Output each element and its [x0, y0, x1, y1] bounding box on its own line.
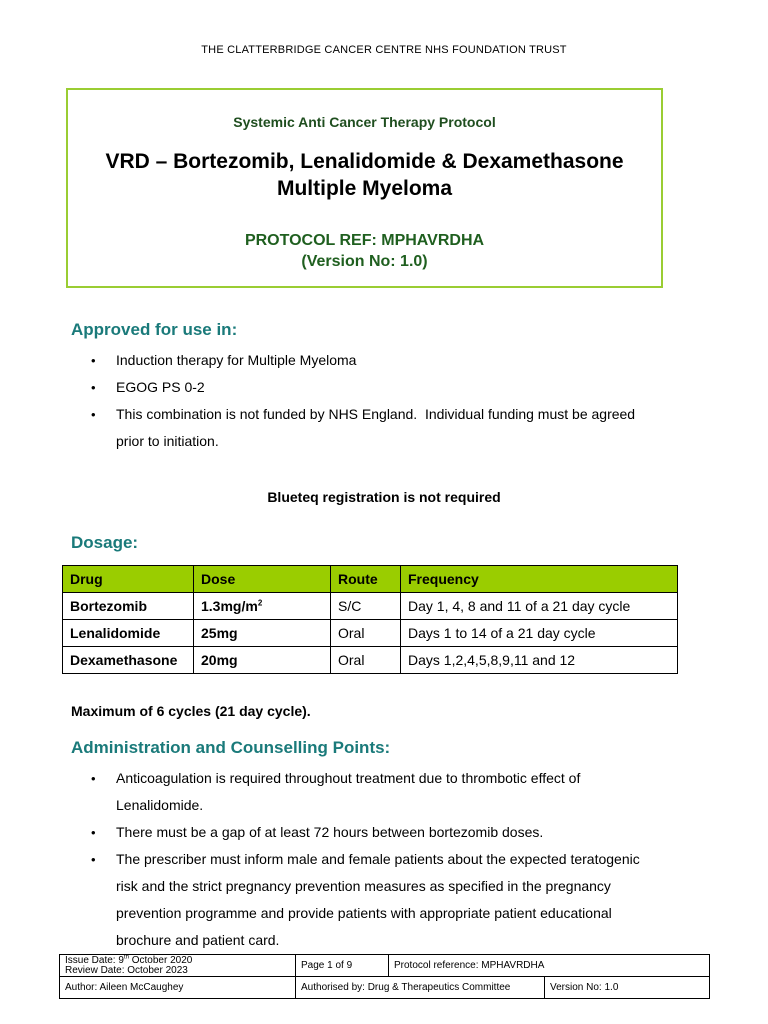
admin-item [71, 846, 711, 954]
column-header-drug: Drug [63, 566, 194, 593]
title-line-2: Multiple Myeloma [276, 177, 453, 200]
admin-item-line: risk and the strict pregnancy prevention measures as specified in the pregnancy [116, 878, 611, 894]
column-header-frequency: Frequency [401, 566, 678, 593]
route-cell: S/C [331, 593, 401, 620]
issue-date-text: Issue Date: 9 [65, 954, 124, 966]
issue-date-suffix: October 2020 [128, 954, 193, 966]
approved-item-line: This combination is not funded by NHS England. Individual funding must be agreed [116, 406, 636, 422]
admin-item-line: brochure and patient card. [116, 932, 280, 948]
admin-item [71, 819, 711, 846]
table-row [63, 620, 678, 647]
approved-item-line: prior to initiation. [116, 433, 219, 449]
approved-item: • EGOG PS 0-2 [71, 374, 711, 401]
blueteq-note: Blueteq registration is not required [267, 489, 501, 505]
frequency-cell: Day 1, 4, 8 and 11 of a 21 day cycle [401, 593, 678, 620]
dosage-table-header-row [63, 566, 678, 593]
issue-date-sup: th [123, 954, 129, 961]
review-date: Review Date: October 2023 [65, 964, 188, 976]
issue-date [65, 956, 290, 966]
admin-list [71, 765, 711, 954]
document-title [68, 148, 661, 202]
dosage-heading: Dosage: [71, 533, 139, 552]
admin-item-line: prevention programme and provide patients with appropriate patient educational [116, 905, 612, 921]
dosage-table [62, 565, 678, 674]
footer-version: Version No: 1.0 [545, 977, 710, 999]
footer-page: Page 1 of 9 [296, 955, 389, 977]
admin-item-line: Lenalidomide. [116, 797, 204, 813]
title-line-1: VRD – Bortezomib, Lenalidomide & Dexamethasone [105, 150, 624, 173]
dose-superscript: 2 [257, 598, 263, 608]
dose-cell: 20mg [194, 647, 331, 674]
route-cell: Oral [331, 647, 401, 674]
protocol-ref: PROTOCOL REF: MPHAVRDHA [244, 232, 485, 249]
column-header-route: Route [331, 566, 401, 593]
frequency-cell: Days 1 to 14 of a 21 day cycle [401, 620, 678, 647]
route-cell: Oral [331, 620, 401, 647]
footer-protocol-reference: Protocol reference: MPHAVRDHA [389, 955, 710, 977]
footer-table [59, 954, 710, 999]
footer-row [60, 977, 710, 999]
frequency-cell: Days 1,2,4,5,8,9,11 and 12 [401, 647, 678, 674]
dose-cell [194, 593, 331, 620]
dose-value: 1.3mg/m [201, 598, 258, 614]
footer-authorised-by: Authorised by: Drug & Therapeutics Committee [296, 977, 545, 999]
admin-item [71, 765, 711, 819]
protocol-reference-block [68, 230, 661, 272]
admin-item-line: Anticoagulation is required throughout treatment due to thrombotic effect of [116, 770, 581, 786]
protocol-version: (Version No: 1.0) [301, 253, 428, 270]
protocol-type: Systemic Anti Cancer Therapy Protocol [233, 114, 496, 130]
table-row [63, 647, 678, 674]
trust-name-header: THE CLATTERBRIDGE CANCER CENTRE NHS FOUNDATION TRUST [201, 44, 567, 56]
table-row [63, 593, 678, 620]
footer-dates-cell [60, 955, 296, 977]
footer-row [60, 955, 710, 977]
footer-author: Author: Aileen McCaughey [60, 977, 296, 999]
drug-cell: Bortezomib [63, 593, 194, 620]
admin-heading: Administration and Counselling Points: [71, 738, 391, 757]
dose-cell: 25mg [194, 620, 331, 647]
approved-heading: Approved for use in: [71, 320, 238, 339]
admin-item-line: There must be a gap of at least 72 hours between bortezomib doses. [116, 824, 544, 840]
admin-item-line: The prescriber must inform male and female patients about the expected teratogenic [116, 851, 640, 867]
title-box [66, 88, 663, 288]
approved-list [71, 347, 711, 455]
max-cycles-note: Maximum of 6 cycles (21 day cycle). [71, 703, 311, 719]
drug-cell: Dexamethasone [63, 647, 194, 674]
drug-cell: Lenalidomide [63, 620, 194, 647]
approved-item: • Induction therapy for Multiple Myeloma [71, 347, 711, 374]
column-header-dose: Dose [194, 566, 331, 593]
approved-item [71, 401, 711, 455]
